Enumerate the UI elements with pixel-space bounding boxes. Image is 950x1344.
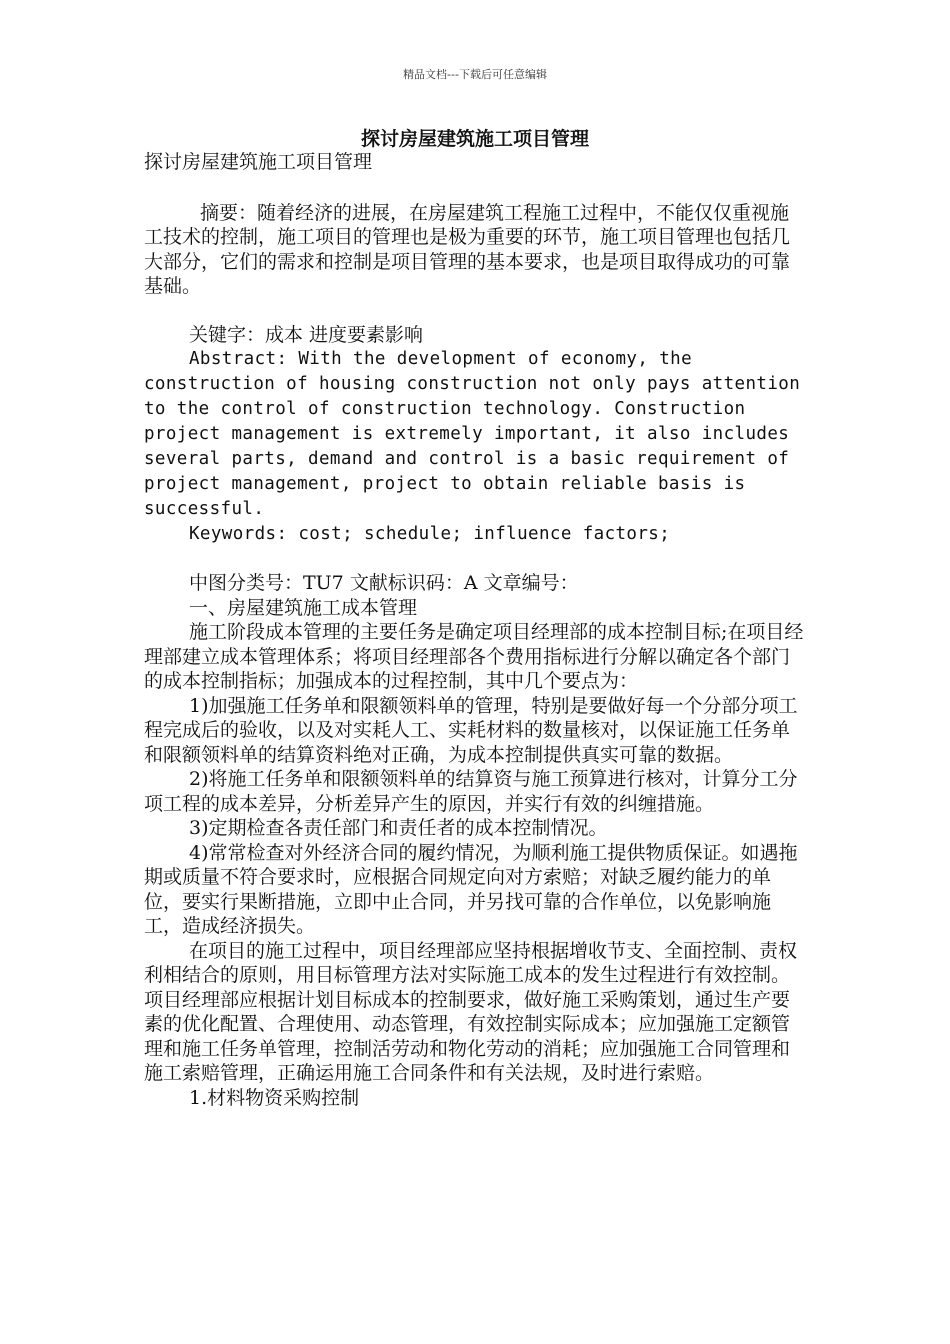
- point-3: 3)定期检查各责任部门和责任者的成本控制情况。: [189, 817, 608, 839]
- page-header: 精品文档---下载后可任意编辑: [403, 68, 547, 81]
- paragraph-process: 在项目的施工过程中，项目经理部应坚持根据增收节支、全面控制、责权利相结合的原则，用目标管理方法对实际施工成本的发生过程进行有效控制。项目经理部应根据计划目标成本的控制要求，做好施工采购策划，通过生产要素的优化配置、合理使用、动态管理，有效控制实际成本；应加强施工定额管理和施工任务单管理，控制活劳动和物化劳动的消耗；应加强施工合同管理和施工索赔管理，正确运用施工合同条件和有关法规，及时进行索赔。: [144, 939, 798, 1084]
- point-2: 2)将施工任务单和限额领料单的结算资与施工预算进行核对，计算分工分项工程的成本差异，分析差异产生的原因，并实行有效的纠缠措施。: [144, 768, 798, 815]
- point-1: 1)加强施工任务单和限额领料单的管理，特别是要做好每一个分部分项工程完成后的验收，以及对实耗人工、实耗材料的数量核对，以保证施工任务单和限额领料单的结算资料绝对正确，为成本控制提供真实可靠的数据。: [144, 694, 798, 766]
- point-4: 4)常常检查对外经济合同的履约情况，为顺利施工提供物质保证。如遇拖期或质量不符合要求时，应根据合同规定向对方索赔；对缺乏履约能力的单位，要实行果断措施，立即中止合同，并另找可靠的合作单位，以免影响施工，造成经济损失。: [144, 841, 798, 937]
- abstract-cn: 摘要：随着经济的进展，在房屋建筑工程施工过程中，不能仅仅重视施工技术的控制，施工项目的管理也是极为重要的环节，施工项目管理也包括几大部分，它们的需求和控制是项目管理的基本要求，也是项目取得成功的可靠基础。: [144, 201, 791, 297]
- spacer: [144, 299, 804, 323]
- spacer: [144, 175, 804, 199]
- section-heading: 一、房屋建筑施工成本管理: [189, 596, 418, 619]
- document-body: [144, 150, 804, 1110]
- keywords-cn: 关键字：成本 进度要素影响: [189, 323, 424, 346]
- paragraph-main: 施工阶段成本管理的主要任务是确定项目经理部的成本控制目标;在项目经理部建立成本管理体系；将项目经理部各个费用指标进行分解以确定各个部门的成本控制指标；加强成本的过程控制，其中几个要点为：: [144, 621, 804, 692]
- keywords-en: Keywords: cost; schedule; influence factors;: [189, 524, 671, 544]
- document-title: 探讨房屋建筑施工项目管理: [360, 128, 589, 150]
- subheading: 1.材料物资采购控制: [189, 1086, 360, 1109]
- spacer: [144, 547, 804, 571]
- subtitle: 探讨房屋建筑施工项目管理: [144, 151, 373, 173]
- classification-line: 中图分类号：TU7 文献标识码：A 文章编号：: [189, 572, 579, 594]
- abstract-en: Abstract: With the development of economy, the construction of housing construction not only pays attention to the control of construction technology. Construction project management is extremely important, it also includes several parts, demand and control is a basic requirement of project management, project to obtain reliable basis is successful.: [144, 349, 801, 519]
